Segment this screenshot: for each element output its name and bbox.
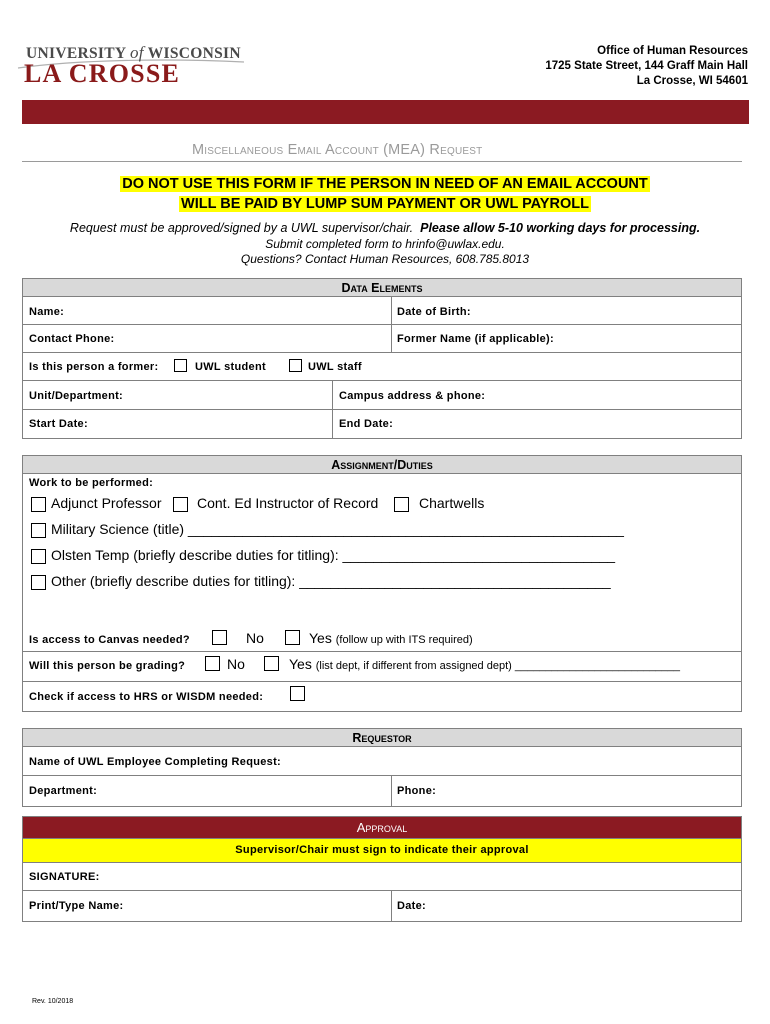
uwl-staff-checkbox[interactable] xyxy=(289,359,302,373)
employee-row xyxy=(23,747,741,776)
end-date-label: End Date: xyxy=(339,418,394,430)
chartwells-checkbox[interactable] xyxy=(394,497,409,513)
office-name: Office of Human Resources xyxy=(597,45,748,57)
grading-no-checkbox[interactable] xyxy=(205,656,220,672)
row-former xyxy=(23,353,741,381)
unit-label: Unit/Department: xyxy=(29,390,124,402)
requestor-heading: Requestor xyxy=(23,729,741,747)
olsten-label: Olsten Temp (briefly describe duties for titling): ___________________________________ xyxy=(51,547,616,563)
office-address-block xyxy=(545,44,748,89)
grading-yes-checkbox[interactable] xyxy=(264,656,279,672)
row-unit-campus xyxy=(23,381,741,410)
uwl-student-label: UWL student xyxy=(195,361,266,373)
assignment-heading: Assignment/Duties xyxy=(23,456,741,474)
office-street: 1725 State Street, 144 Graff Main Hall xyxy=(545,60,748,72)
conted-label: Cont. Ed Instructor of Record xyxy=(197,495,379,511)
print-name-label: Print/Type Name: xyxy=(29,900,124,912)
department-label: Department: xyxy=(29,785,98,797)
work-label: Work to be performed: xyxy=(29,477,154,489)
approval-banner-text: Supervisor/Chair must sign to indicate their approval xyxy=(235,844,529,856)
warning-line-1: DO NOT USE THIS FORM IF THE PERSON IN NEED OF AN EMAIL ACCOUNT xyxy=(122,176,648,192)
questions-note: Questions? Contact Human Resources, 608.785.8013 xyxy=(240,252,530,266)
row-start-end xyxy=(23,410,741,438)
submit-note: Submit completed form to hrinfo@uwlax.edu. xyxy=(265,237,505,251)
chartwells-label: Chartwells xyxy=(419,495,485,511)
dob-label: Date of Birth: xyxy=(397,306,471,318)
grading-question: Will this person be grading? xyxy=(29,660,186,672)
olsten-checkbox[interactable] xyxy=(31,549,46,565)
military-label: Military Science (title) ________________________________________________________ xyxy=(51,521,624,537)
other-label: Other (briefly describe duties for titling): ________________________________________ xyxy=(51,573,611,589)
uwl-staff-label: UWL staff xyxy=(308,361,362,373)
date-label: Date: xyxy=(397,900,427,912)
canvas-no-label: No xyxy=(246,630,264,646)
dept-phone-row xyxy=(23,776,741,806)
name-label: Name: xyxy=(29,306,65,318)
revision-note: Rev. 10/2018 xyxy=(32,998,74,1005)
campus-label: Campus address & phone: xyxy=(339,390,486,402)
data-elements-section xyxy=(22,278,742,439)
duties-block xyxy=(23,474,741,652)
former-name-label: Former Name (if applicable): xyxy=(397,333,554,345)
signature-label: SIGNATURE: xyxy=(29,871,100,883)
title-divider xyxy=(22,161,742,162)
adjunct-label: Adjunct Professor xyxy=(51,495,162,511)
row-name-dob xyxy=(23,297,741,325)
row-phone-former xyxy=(23,325,741,353)
grading-yes-label: Yes (list dept, if different from assigned dept) ___________________________ xyxy=(289,656,681,672)
approval-note: Request must be approved/signed by a UWL supervisor/chair. Please allow 5-10 working days for processing. xyxy=(69,221,701,235)
print-date-row xyxy=(23,891,741,921)
uwl-student-checkbox[interactable] xyxy=(174,359,187,373)
canvas-yes-checkbox[interactable] xyxy=(285,630,300,646)
canvas-yes-label: Yes (follow up with ITS required) xyxy=(309,630,473,646)
office-city: La Crosse, WI 54601 xyxy=(636,75,748,87)
military-checkbox[interactable] xyxy=(31,523,46,539)
header-band xyxy=(22,100,749,124)
start-date-label: Start Date: xyxy=(29,418,88,430)
hrs-question: Check if access to HRS or WISDM needed: xyxy=(29,691,264,703)
grading-row xyxy=(23,652,741,682)
approval-heading: Approval xyxy=(23,817,741,839)
canvas-no-checkbox[interactable] xyxy=(212,630,227,646)
contact-phone-label: Contact Phone: xyxy=(29,333,115,345)
form-title: Miscellaneous Email Account (MEA) Request xyxy=(192,142,483,158)
logo-line-2: LA CROSSE xyxy=(24,59,181,88)
conted-checkbox[interactable] xyxy=(173,497,188,513)
approval-banner xyxy=(23,839,741,863)
hrs-checkbox[interactable] xyxy=(290,686,305,702)
other-checkbox[interactable] xyxy=(31,575,46,591)
phone-label: Phone: xyxy=(397,785,437,797)
signature-row xyxy=(23,863,741,891)
logo-line-1: UNIVERSITY of WISCONSIN xyxy=(26,43,241,62)
warning-line-2: WILL BE PAID BY LUMP SUM PAYMENT OR UWL PAYROLL xyxy=(181,196,589,212)
data-elements-heading: Data Elements xyxy=(23,279,741,297)
university-logo xyxy=(16,42,246,94)
hrs-row xyxy=(23,682,741,711)
adjunct-checkbox[interactable] xyxy=(31,497,46,513)
assignment-section xyxy=(22,455,742,712)
former-question: Is this person a former: xyxy=(29,361,159,373)
requestor-section xyxy=(22,728,742,807)
approval-section xyxy=(22,816,742,922)
employee-label: Name of UWL Employee Completing Request: xyxy=(29,756,281,768)
canvas-question: Is access to Canvas needed? xyxy=(29,634,190,646)
grading-no-label: No xyxy=(227,656,245,672)
